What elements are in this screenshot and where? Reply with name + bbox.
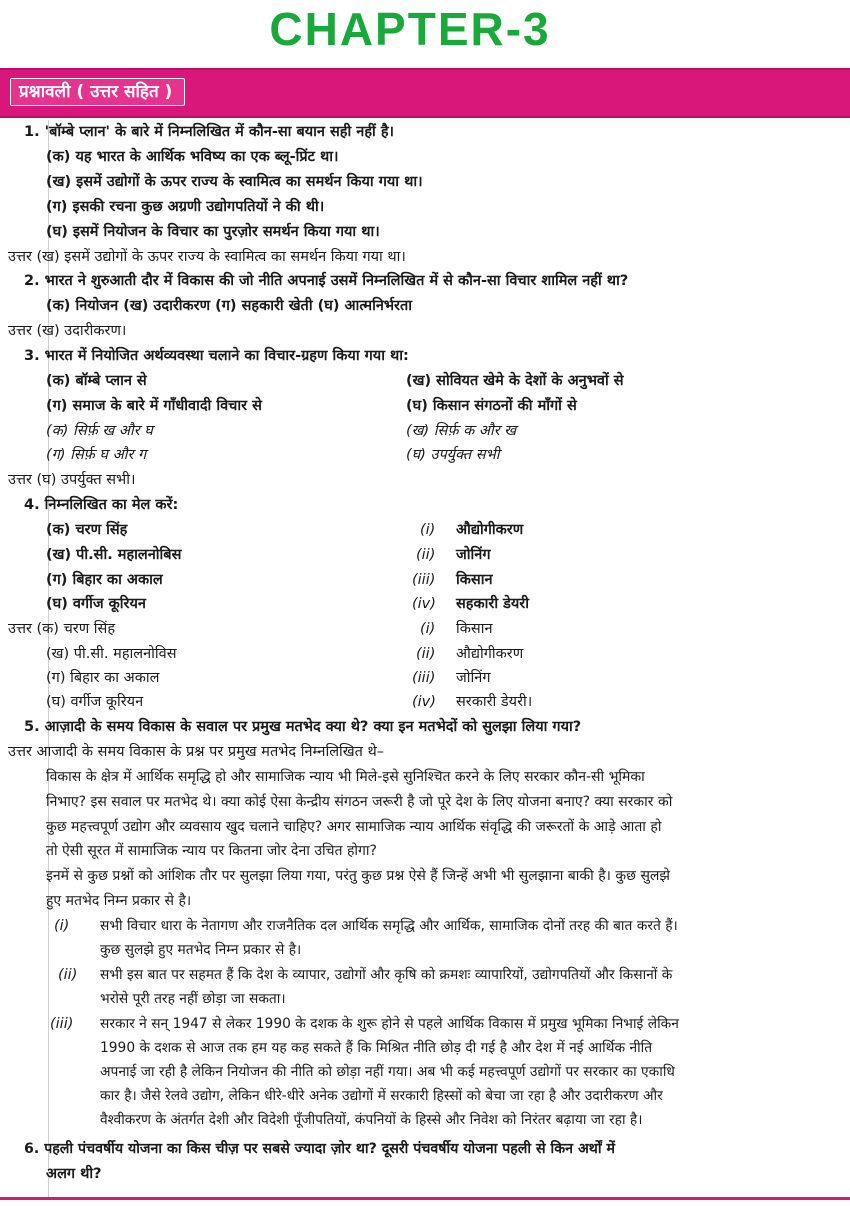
chapter-title: CHAPTER-3: [269, 3, 551, 55]
q4-answer-right-1: किसान: [456, 621, 493, 637]
q3-option-a: (क) बॉम्बे प्लान से: [46, 373, 147, 389]
q4-left-1: (क) चरण सिंह: [46, 522, 128, 538]
q4-answer-roman-4: (iv): [412, 694, 436, 710]
question-4: 4. निम्नलिखित का मेल करें:: [24, 497, 179, 513]
q4-right-3: किसान: [456, 572, 493, 588]
question-6-line2: अलग थी?: [46, 1166, 102, 1182]
q3-choice-b: (ख) सिर्फ़ क और ख: [406, 423, 517, 439]
q4-right-2: जोनिंग: [456, 547, 491, 563]
q5-point-2-line2: भरोसे पूरी तरह नहीं छोड़ा जा सकता।: [100, 991, 286, 1007]
q3-choice-d: (घ) उपर्युक्त सभी: [406, 447, 500, 463]
q5-point-2-number: (ii): [58, 967, 78, 983]
q2-answer: उत्तर (ख) उदारीकरण।: [8, 323, 127, 339]
q5-point-1-line2: कुछ सुलझे हुए मतभेद निम्न प्रकार से है।: [100, 942, 302, 958]
q1-option-d: (घ) इसमें नियोजन के विचार का पुरज़ोर समर्थन किया गया था।: [46, 224, 380, 240]
q5-point-3-line4: कार है। जैसे रेलवे उद्योग, लेकिन धीरे-धीरे अनेक उद्योगों में सरकारी हिस्सों को बेचा जा रहा है और उदारीकरण और: [100, 1088, 663, 1104]
q4-roman-4: (iv): [412, 596, 436, 612]
q5-point-3-line5: वैश्वीकरण के अंतर्गत देशी और विदेशी पूँजीपतियों, कंपनियों के हिस्से और निवेश को निरंतर बढ़ाया जा रहा है।: [100, 1112, 643, 1128]
q5-point-1-number: (i): [54, 918, 70, 934]
q5-para1-line2: निभाए? इस सवाल पर मतभेद थे। क्या कोई ऐसा केन्द्रीय संगठन जरूरी है जो पूरे देश के लिए योजना बनाए? क्या सरकार को: [46, 794, 673, 810]
q4-right-4: सहकारी डेयरी: [456, 596, 529, 612]
q1-option-b: (ख) इसमें उद्योगों के ऊपर राज्य के स्वामित्व का समर्थन किया गया था।: [46, 174, 423, 190]
q5-answer-intro: उत्तर आजादी के समय विकास के प्रश्न पर प्रमुख मतभेद निम्नलिखित थे–: [8, 744, 385, 760]
q3-choice-a: (क) सिर्फ़ ख और घ: [46, 423, 153, 439]
q5-para2-line1: इनमें से कुछ प्रश्नों को आंशिक तौर पर सुलझा लिया गया, परंतु कुछ प्रश्न ऐसे हैं जिन्हें अभी भी सुलझाना बाकी है। कुछ सुलझे: [46, 868, 670, 884]
q5-point-3-number: (iii): [50, 1016, 74, 1032]
q1-option-a: (क) यह भारत के आर्थिक भविष्य का एक ब्लू-प्रिंट था।: [46, 149, 339, 165]
q4-answer-right-4: सरकारी डेयरी।: [456, 694, 533, 710]
q5-point-3-line2: 1990 के दशक से आज तक हम यह कह सकते हैं कि मिश्रित नीति छोड़ दी गई है और देश में नई आर्थिक नीति: [100, 1040, 653, 1056]
q4-left-3: (ग) बिहार का अकाल: [46, 572, 163, 588]
q1-option-c: (ग) इसकी रचना कुछ अग्रणी उद्योगपतियों ने की थी।: [46, 199, 325, 215]
q3-choice-c: (ग) सिर्फ़ घ और ग: [46, 447, 147, 463]
q5-para1-line1: विकास के क्षेत्र में आर्थिक समृद्धि हो और सामाजिक न्याय भी मिले-इसे सुनिश्चित करने के लिए सरकार कौन-सी भूमिका: [46, 769, 645, 785]
q4-answer-right-3: जोनिंग: [456, 670, 491, 686]
q5-point-3-line1: सरकार ने सन् 1947 से लेकर 1990 के दशक के शुरू होने से पहले आर्थिक विकास में प्रमुख भूमिका निभाई लेकिन: [100, 1016, 679, 1032]
q5-para1-line4: तो ऐसी सूरत में सामाजिक न्याय पर कितना जोर देना उचित होगा?: [46, 843, 377, 859]
q3-option-d: (घ) किसान संगठनों की माँगों से: [406, 398, 577, 414]
question-5: 5. आज़ादी के समय विकास के सवाल पर प्रमुख मतभेद क्या थे? क्या इन मतभेदों को सुलझा लिया गया?: [24, 719, 582, 735]
q3-option-b: (ख) सोवियत खेमे के देशों के अनुभवों से: [406, 373, 624, 389]
q5-point-2-line1: सभी इस बात पर सहमत हैं कि देश के व्यापार, उद्योगों और कृषि को क्रमशः व्यापारियों, उद्योगपतियों और किसानों के: [100, 967, 673, 983]
q5-para1-line3: कुछ महत्त्वपूर्ण उद्योग और व्यवसाय खुद चलाने चाहिए? अगर सामाजिक न्याय आर्थिक संवृद्धि की जरूरतों के आड़े आता हो: [46, 819, 662, 835]
question-3: 3. भारत में नियोजित अर्थव्यवस्था चलाने का विचार-ग्रहण किया गया था:: [24, 348, 409, 364]
q3-answer: उत्तर (घ) उपर्युक्त सभी।: [8, 472, 136, 488]
q4-answer-left-1: उत्तर (क) चरण सिंह: [8, 621, 116, 637]
question-1: 1. 'बॉम्बे प्लान' के बारे में निम्नलिखित में कौन-सा बयान सही नहीं है।: [24, 124, 395, 140]
q5-para2-line2: हुए मतभेद निम्न प्रकार से है।: [46, 893, 192, 909]
question-2: 2. भारत ने शुरुआती दौर में विकास की जो नीति अपनाई उसमें निम्नलिखित में से कौन-सा विचार शामिल नहीं था?: [24, 273, 629, 289]
q4-roman-1: (i): [420, 522, 436, 538]
q4-left-4: (घ) वर्गीज कूरियन: [46, 596, 146, 612]
q4-right-1: औद्योगीकरण: [456, 522, 524, 538]
q4-answer-roman-3: (iii): [412, 670, 436, 686]
q1-answer: उत्तर (ख) इसमें उद्योगों के ऊपर राज्य के स्वामित्व का समर्थन किया गया था।: [8, 249, 406, 265]
question-6-line1: 6. पहली पंचवर्षीय योजना का किस चीज़ पर सबसे ज्यादा ज़ोर था? दूसरी पंचवर्षीय योजना पहली से किन अर्थों में: [24, 1141, 615, 1157]
bottom-rule: [0, 1197, 850, 1200]
q5-point-1-line1: सभी विचार धारा के नेतागण और राजनैतिक दल आर्थिक समृद्धि और आर्थिक, सामाजिक दोनों तरह की बात करते हैं।: [100, 918, 678, 934]
banner-label: प्रश्नावली ( उत्तर सहित ): [10, 78, 185, 106]
q4-roman-3: (iii): [412, 572, 436, 588]
q3-option-c: (ग) समाज के बारे में गाँधीवादी विचार से: [46, 398, 262, 414]
q4-roman-2: (ii): [416, 547, 436, 563]
q4-answer-roman-1: (i): [420, 621, 436, 637]
section-banner: [0, 68, 850, 118]
q4-answer-right-2: औद्योगीकरण: [456, 646, 524, 662]
q5-point-3-line3: अपनाई जा रही है लेकिन नियोजन की नीति को छोड़ा नहीं गया। अब भी कई महत्त्वपूर्ण उद्योगों पर सरकार का एकाधि: [100, 1064, 675, 1080]
q4-answer-left-4: (घ) वर्गीज कूरियन: [46, 694, 144, 710]
q4-answer-roman-2: (ii): [416, 646, 436, 662]
q4-left-2: (ख) पी.सी. महालनोबिस: [46, 547, 182, 563]
q2-options: (क) नियोजन (ख) उदारीकरण (ग) सहकारी खेती (घ) आत्मनिर्भरता: [46, 298, 413, 314]
q4-answer-left-2: (ख) पी.सी. महालनोविस: [46, 646, 177, 662]
q4-answer-left-3: (ग) बिहार का अकाल: [46, 670, 160, 686]
